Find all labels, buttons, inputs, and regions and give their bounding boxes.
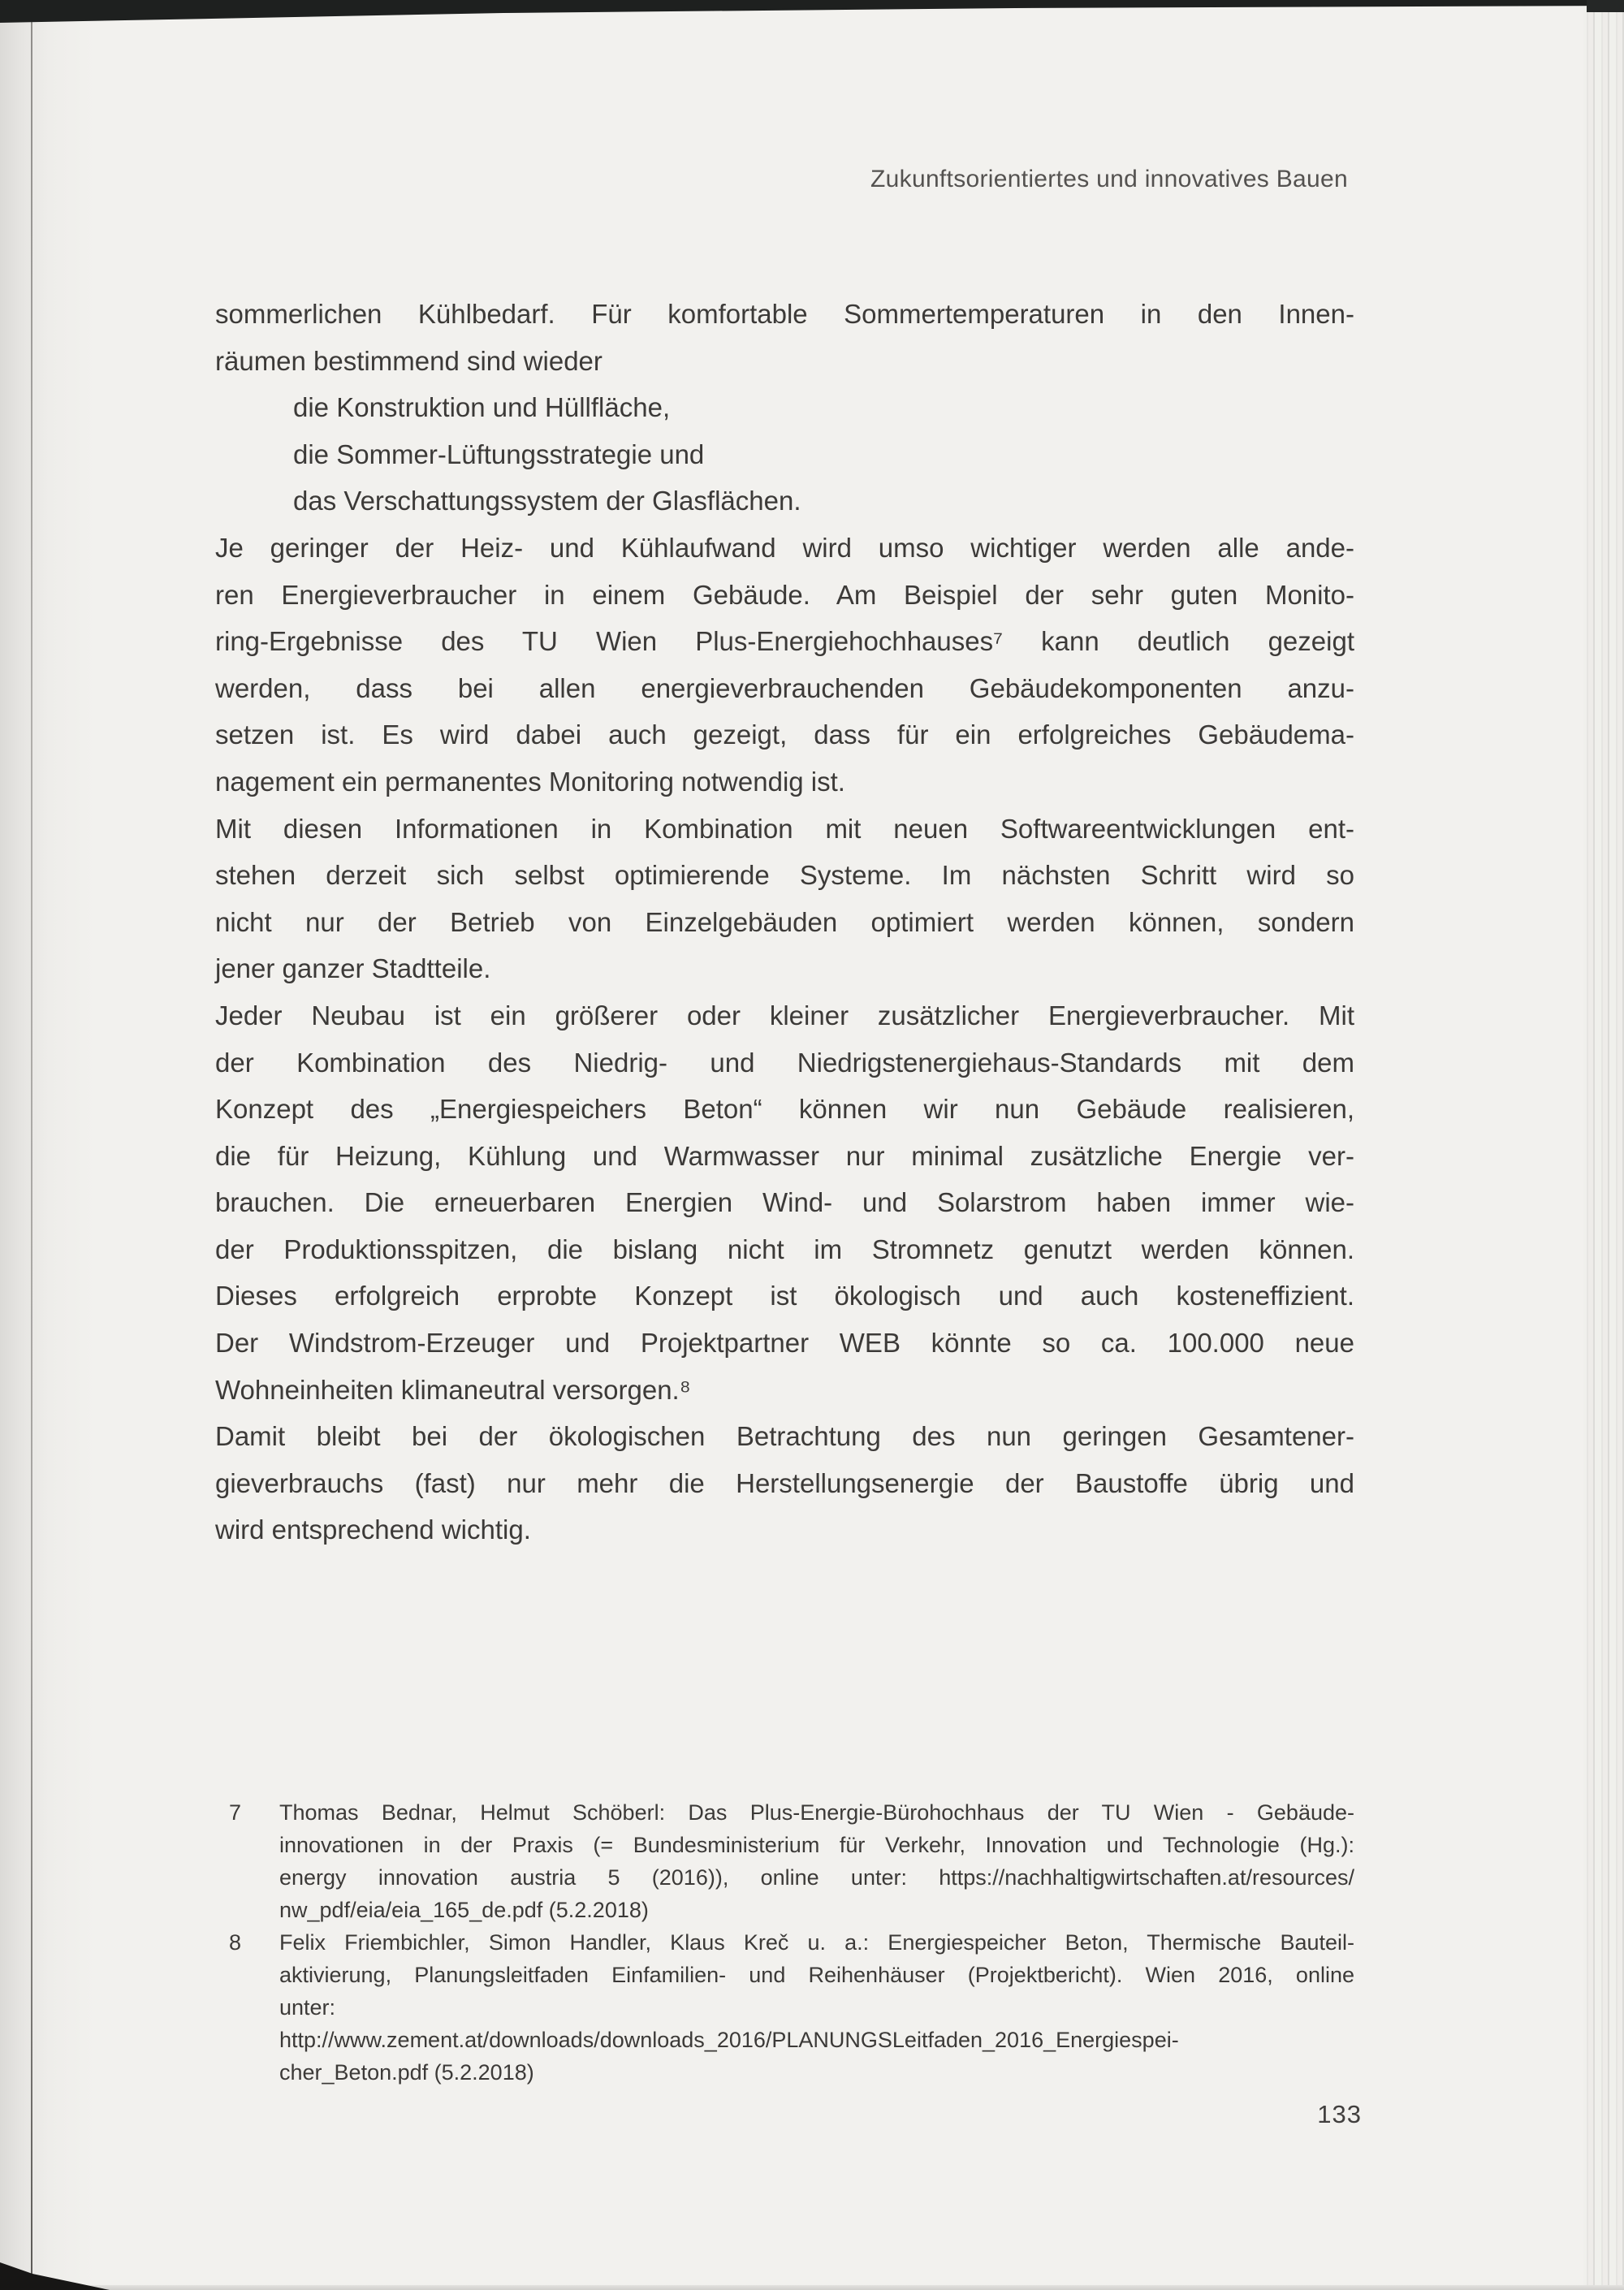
- footnote-text: [279, 1926, 1354, 2089]
- text-line: Damit bleibt bei der ökologischen Betrachtung des nun geringen Gesamtener-: [215, 1421, 1354, 1452]
- paragraph: [215, 525, 1354, 806]
- text-line: die Sommer-Lüftungsstrategie und: [293, 439, 705, 469]
- text-line: räumen bestimmend sind wieder: [215, 345, 603, 376]
- text-line: ring-Ergebnisse des TU Wien Plus-Energiehochhauses⁷ kann deutlich gezeigt: [215, 626, 1354, 657]
- text-line: wird entsprechend wichtig.: [215, 1514, 531, 1545]
- body-text: [215, 291, 1354, 1553]
- footnote-number: 7: [229, 1800, 242, 1825]
- paragraph: [215, 291, 1354, 384]
- footnote-text: [279, 1796, 1354, 1926]
- running-head: Zukunftsorientiertes und innovatives Bauen: [870, 166, 1348, 192]
- page-number: 133: [1317, 2100, 1362, 2128]
- text-line: nagement ein permanentes Monitoring notwendig ist.: [215, 766, 845, 797]
- text-line: Jeder Neubau ist ein größerer oder kleiner zusätzlicher Energieverbraucher. Mit: [215, 1000, 1354, 1030]
- paragraph: [215, 1413, 1354, 1553]
- page-stack-edge: [1583, 6, 1624, 2290]
- text-line: unter:: [279, 1995, 336, 2020]
- text-line: setzen ist. Es wird dabei auch gezeigt, dass für ein erfolgreiches Gebäudema-: [215, 719, 1354, 750]
- indented-list: [215, 384, 1354, 525]
- text-line: http://www.zement.at/downloads/downloads_2016/PLANUNGSLeitfaden_2016_Energiespei-: [279, 2028, 1179, 2052]
- text-line: die für Heizung, Kühlung und Warmwasser nur minimal zusätzliche Energie ver-: [215, 1140, 1354, 1171]
- text-line: der Kombination des Niedrig- und Niedrigstenergiehaus-Standards mit dem: [215, 1047, 1354, 1078]
- text-line: das Verschattungssystem der Glasflächen.: [293, 486, 801, 516]
- footnotes-section: [229, 1796, 1354, 2089]
- footnote-number: 8: [229, 1930, 242, 1955]
- footnote: [229, 1796, 1354, 1926]
- paragraph: [215, 806, 1354, 992]
- text-line: Mit diesen Informationen in Kombination mit neuen Softwareentwicklungen ent-: [215, 813, 1354, 844]
- binding-crease-line: [31, 21, 32, 2290]
- text-line: gieverbrauchs (fast) nur mehr die Herstellungsenergie der Baustoffe übrig und: [215, 1467, 1354, 1498]
- book-top-right-edge: [1587, 0, 1624, 12]
- text-line: Wohneinheiten klimaneutral versorgen.⁸: [215, 1374, 691, 1405]
- text-line: Je geringer der Heiz- und Kühlaufwand wird umso wichtiger werden alle ande-: [215, 532, 1354, 563]
- book-top-edge: [0, 0, 1624, 24]
- text-line: jener ganzer Stadtteile.: [215, 953, 491, 984]
- text-line: brauchen. Die erneuerbaren Energien Wind- und Solarstrom haben immer wie-: [215, 1187, 1354, 1218]
- paragraph: [215, 992, 1354, 1413]
- text-line: nw_pdf/eia/eia_165_de.pdf (5.2.2018): [279, 1898, 649, 1922]
- text-line: cher_Beton.pdf (5.2.2018): [279, 2060, 534, 2085]
- text-line: der Produktionsspitzen, die bislang nicht im Stromnetz genutzt werden können.: [215, 1234, 1354, 1264]
- text-line: Thomas Bednar, Helmut Schöberl: Das Plus-Energie-Bürohochhaus der TU Wien - Gebäude-: [279, 1800, 1354, 1825]
- footnote: [229, 1926, 1354, 2089]
- text-line: energy innovation austria 5 (2016)), online unter: https://nachhaltigwirtschaften.at/resources/: [279, 1865, 1354, 1890]
- text-line: werden, dass bei allen energieverbrauchenden Gebäudekomponenten anzu-: [215, 672, 1354, 703]
- text-line: sommerlichen Kühlbedarf. Für komfortable Sommertemperaturen in den Innen-: [215, 299, 1354, 329]
- text-line: Der Windstrom-Erzeuger und Projektpartner WEB könnte so ca. 100.000 neue: [215, 1328, 1354, 1359]
- text-line: innovationen in der Praxis (= Bundesministerium für Verkehr, Innovation und Technologie (Hg.):: [279, 1833, 1354, 1857]
- text-line: stehen derzeit sich selbst optimierende Systeme. Im nächsten Schritt wird so: [215, 860, 1354, 891]
- binding-shadow: [0, 0, 97, 2290]
- text-line: die Konstruktion und Hüllfläche,: [293, 392, 671, 423]
- text-line: nicht nur der Betrieb von Einzelgebäuden optimiert werden können, sondern: [215, 906, 1354, 937]
- text-line: aktivierung, Planungsleitfaden Einfamilien- und Reihenhäuser (Projektbericht). Wien 2016, online: [279, 1963, 1354, 1987]
- text-line: Konzept des „Energiespeichers Beton“ können wir nun Gebäude realisieren,: [215, 1094, 1354, 1125]
- text-line: ren Energieverbraucher in einem Gebäude. Am Beispiel der sehr guten Monito-: [215, 579, 1354, 610]
- text-line: Felix Friembichler, Simon Handler, Klaus Kreč u. a.: Energiespeicher Beton, Thermische Bauteil-: [279, 1930, 1354, 1955]
- text-line: Dieses erfolgreich erprobte Konzept ist ökologisch und auch kosteneffizient.: [215, 1281, 1354, 1311]
- page-bottom-edge: [0, 2285, 1624, 2290]
